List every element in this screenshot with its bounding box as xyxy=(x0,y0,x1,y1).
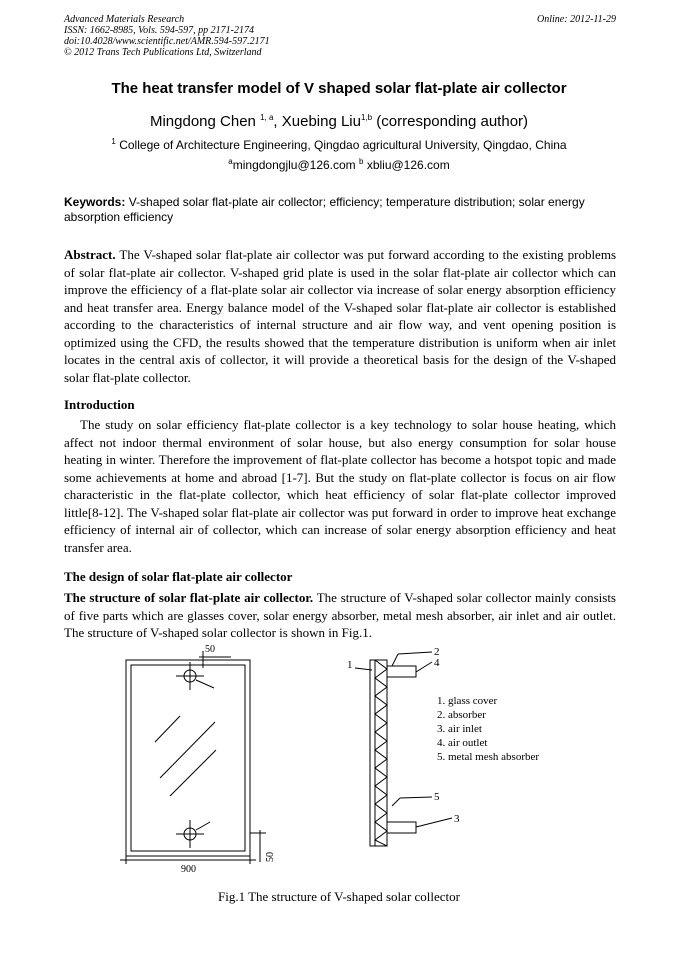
email-link[interactable]: mingdongjlu@126.com xyxy=(232,158,356,172)
design-heading: The design of solar flat-plate air collector xyxy=(64,569,293,584)
legend-item: 5. metal mesh absorber xyxy=(437,751,540,763)
issn-line: ISSN: 1662-8985, Vols. 594-597, pp 2171-2174 xyxy=(64,25,254,36)
abstract-text: The V-shaped solar flat-plate air collector was put forward according to the existing problems of solar flat-plate air collector. V-shaped grid plate is used in the solar flat-plate air collector which can improve the efficiency of a flat-plate solar air collector via increase of solar energy absorption efficiency and heat transfer area. Energy balance model of the V-shaped solar flat-plate air collector is established according to the characteristics of internal structure and air flow way, and vent opening position is optimized using the CFD, the results showed that the temperature distribution is uniform when air inlet locates in the central axis of collector, it will provide a theoretical basis for the design of the V-shaped solar flat-plate collector. xyxy=(64,247,616,385)
online-date: Online: 2012-11-29 xyxy=(537,14,616,25)
air-outlet-pipe xyxy=(387,666,416,677)
legend-item: 3. air inlet xyxy=(437,723,482,735)
keywords-label: Keywords: xyxy=(64,195,126,209)
front-view-drawing xyxy=(120,651,266,864)
author-note: (corresponding author) xyxy=(372,113,529,130)
dimension-label: 50 xyxy=(265,852,276,862)
abstract-label: Abstract. xyxy=(64,247,116,262)
paper-title: The heat transfer model of V shaped solar flat-plate air collector xyxy=(111,80,567,97)
email-link[interactable]: xbliu@126.com xyxy=(366,158,450,172)
collector-inner-frame xyxy=(131,665,245,851)
keywords-text: V-shaped solar flat-plate air collector; efficiency; temperature distribution; solar energy absorption efficiency xyxy=(64,195,585,224)
glass-cover-section xyxy=(370,660,375,846)
affiliation-sup: 1 xyxy=(111,137,116,146)
collector-frame xyxy=(126,660,250,856)
callout-label: 4 xyxy=(434,657,440,669)
callout-label: 3 xyxy=(454,813,460,825)
author-sup: 1,b xyxy=(360,113,373,122)
copyright-line: © 2012 Trans Tech Publications Ltd, Switzerland xyxy=(64,47,262,58)
email-sup: b xyxy=(359,157,364,166)
v-grid-plate xyxy=(375,660,387,846)
legend-item: 4. air outlet xyxy=(437,737,488,749)
author-name: Xuebing Liu xyxy=(281,113,361,130)
journal-name: Advanced Materials Research xyxy=(64,14,185,25)
callout-label: 5 xyxy=(434,791,440,803)
dimension-label: 50 xyxy=(205,644,215,655)
email-sup: a xyxy=(228,157,233,166)
author-name: Mingdong Chen xyxy=(149,113,256,130)
air-inlet-pipe xyxy=(387,822,416,833)
author-separator: , xyxy=(273,113,282,130)
author-sup: 1, a xyxy=(260,113,274,122)
figure-legend xyxy=(437,694,539,764)
affiliation-text: College of Architecture Engineering, Qingdao agricultural University, Qingdao, China xyxy=(119,138,567,152)
design-text: The structure of V-shaped solar collector mainly consists of five parts which are glasses cover, solar energy absorber, metal mesh absorber, air inlet and air outlet. The structure of V-shaped solar collector is shown in Fig.1. xyxy=(64,590,616,640)
design-subheading: The structure of solar flat-plate air collector. xyxy=(64,590,314,605)
callout-label: 2 xyxy=(434,646,440,658)
callout-label: 1 xyxy=(347,659,353,671)
legend-item: 1. glass cover xyxy=(437,695,498,707)
doi-line: doi:10.4028/www.scientific.net/AMR.594-597.2171 xyxy=(64,36,270,47)
intro-paragraph: The study on solar efficiency flat-plate collector is a key technology to solar house heating, which affect not indoor thermal environment of solar house, but also energy consumption for solar house heating in winter. Therefore the improvement of flat-plate collector has become a hotspot topic and made some achievements at home and abroad [1-7]. But the study on flat-plate collector is focus on air flow characteristic in the flat-plate collector, which heat efficiency of solar flat-plate collector improved little[8-12]. The V-shaped solar flat-plate air collector was put forward in order to improve heat exchange efficiency of internal air of collector, which can increase of solar energy absorption efficiency and heat transfer area. xyxy=(64,417,616,555)
figure-caption: Fig.1 The structure of V-shaped solar collector xyxy=(217,889,460,904)
dimension-label: 900 xyxy=(181,864,196,875)
legend-item: 2. absorber xyxy=(437,709,486,721)
intro-heading: Introduction xyxy=(64,397,135,412)
